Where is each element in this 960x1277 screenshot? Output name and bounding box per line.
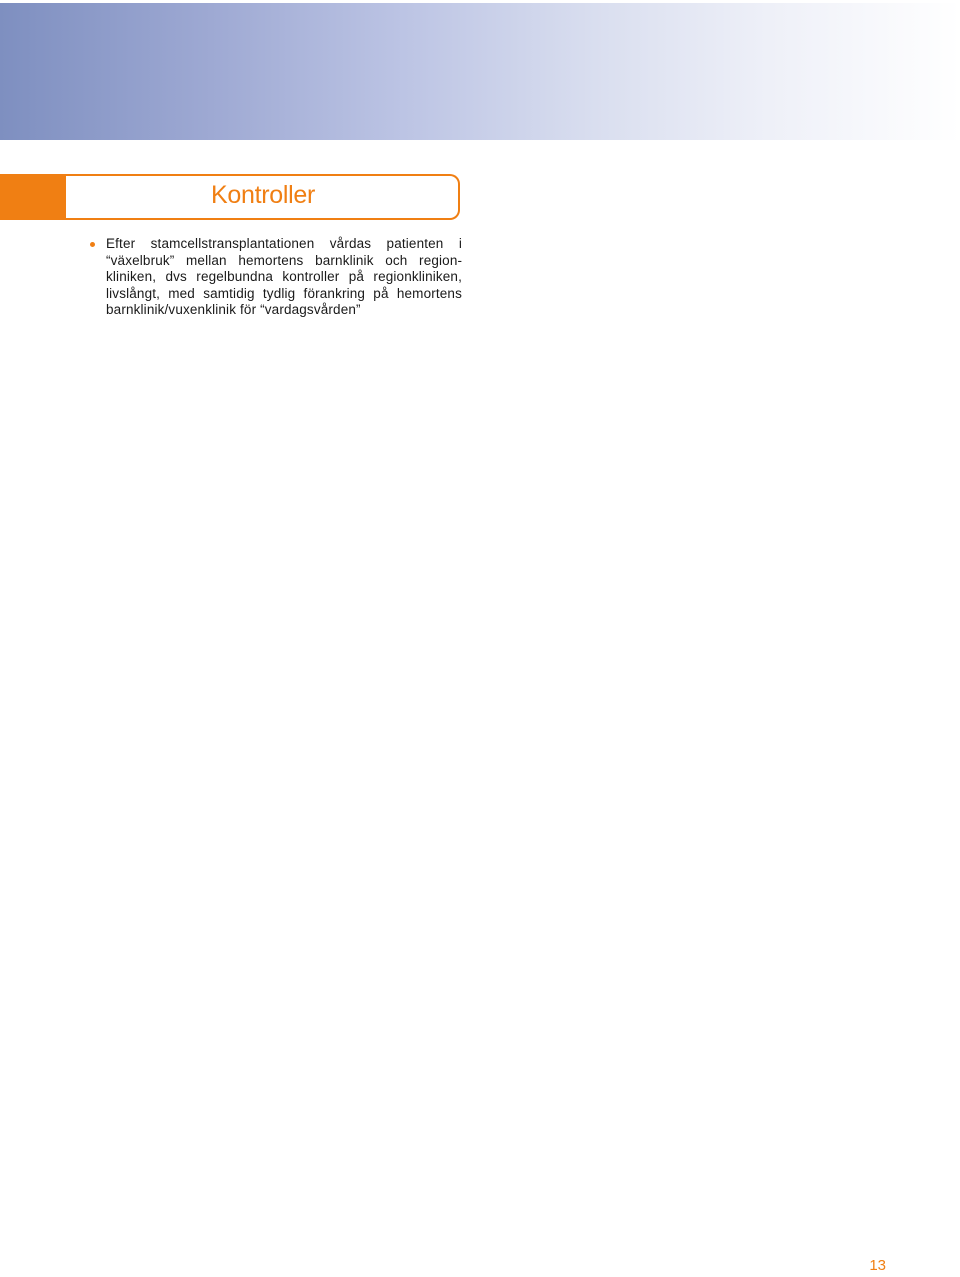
list-item-text: Efter stamcellstransplantationen vårdas patienten i “växelbruk” mellan hemortens barnklinik och regionkliniken, dvs regelbundna kontroller på regionkliniken, livslångt, med samtidig tydlig förankring på hemortens barnklinik/vuxenklinik för “vardagsvården” xyxy=(106,236,462,318)
heading-accent-tab xyxy=(0,174,68,220)
section-title: Kontroller xyxy=(211,181,315,209)
section-heading xyxy=(0,174,462,220)
bullet-list xyxy=(90,236,462,319)
page-number: 13 xyxy=(869,1257,886,1274)
list-item xyxy=(90,236,462,319)
header-gradient-band xyxy=(0,3,960,140)
bullet-dot-icon xyxy=(90,242,95,247)
heading-box xyxy=(66,174,460,220)
